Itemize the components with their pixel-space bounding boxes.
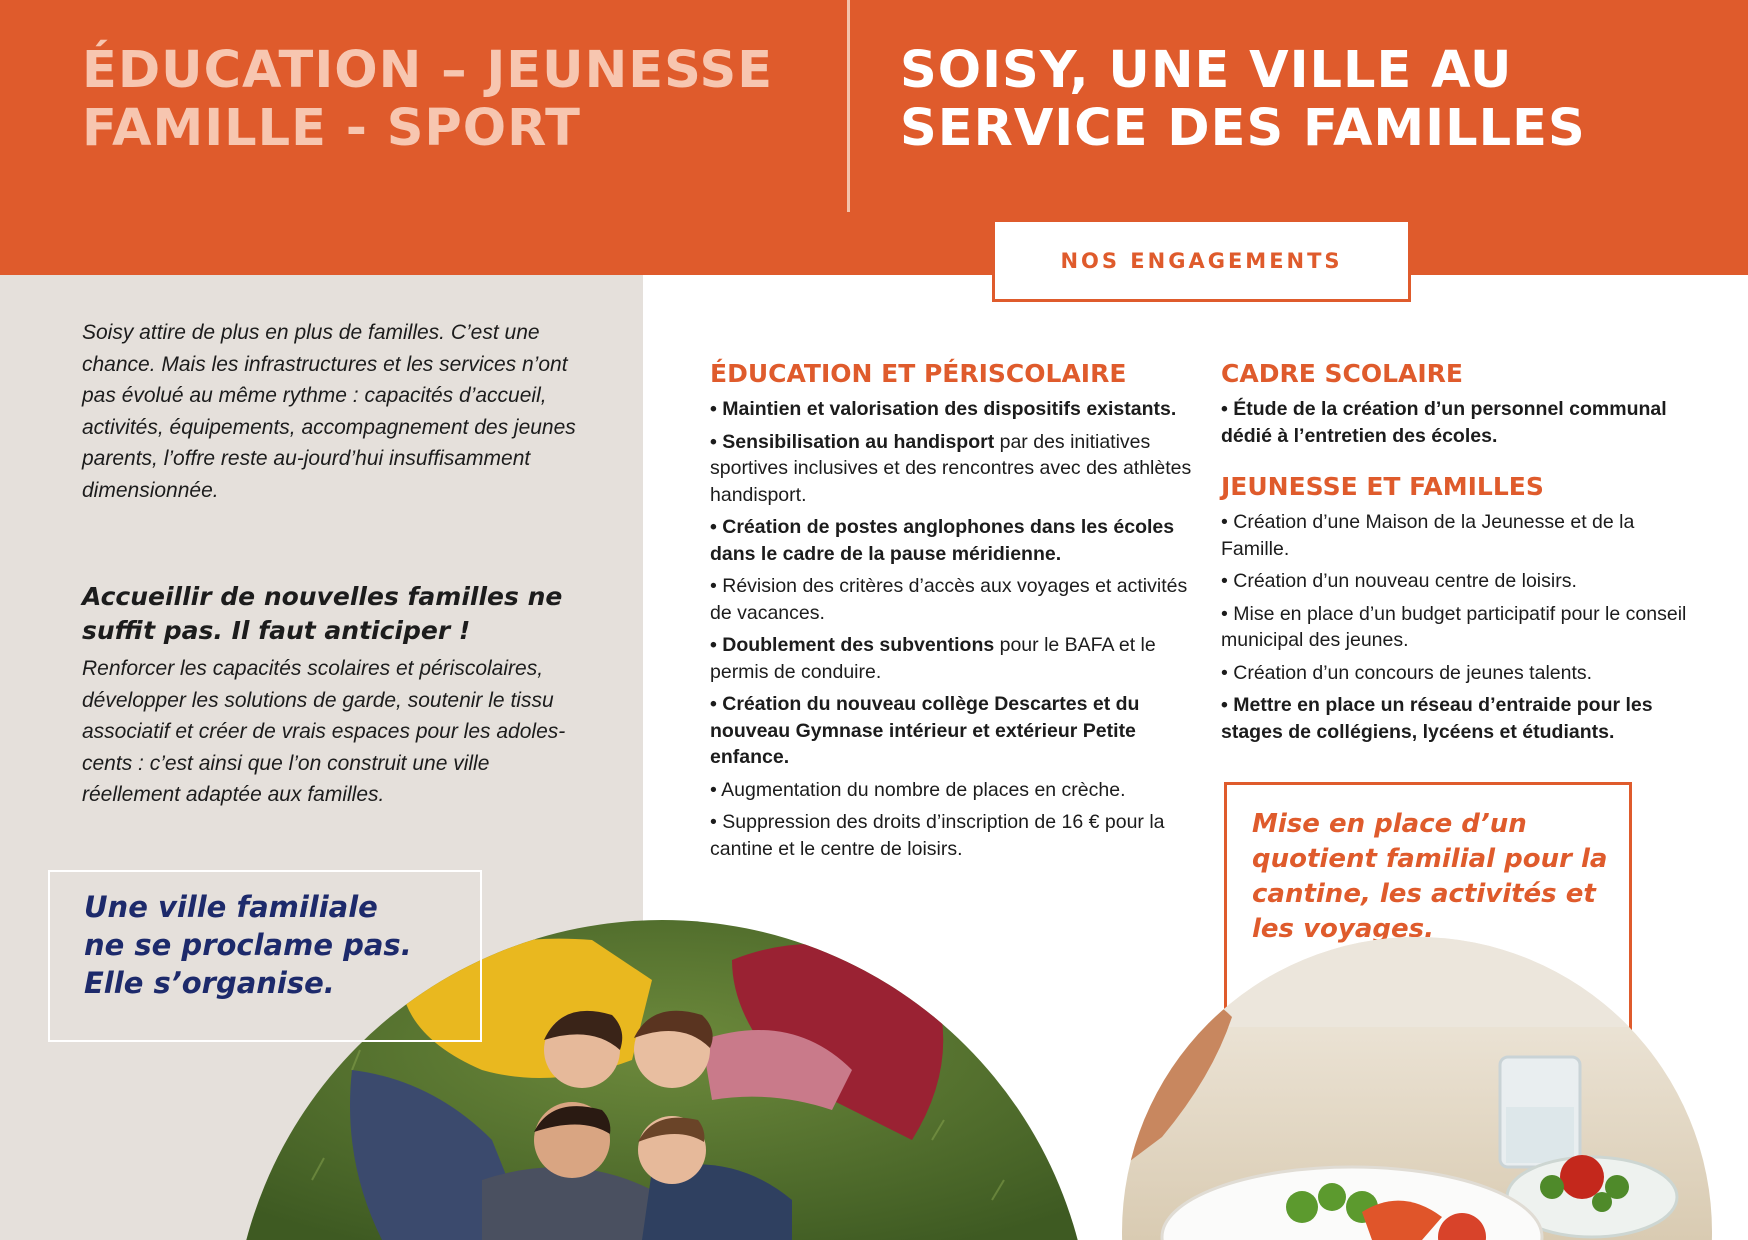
list-item xyxy=(710,514,1200,567)
list-item-bold: • Mettre en place un réseau d’entraide pour les stages de collégiens, lycéens et étudiants. xyxy=(1221,694,1653,743)
list-item-text: • Création d’un nouveau centre de loisirs. xyxy=(1221,570,1577,592)
list-item xyxy=(1221,692,1701,745)
list-item xyxy=(1221,509,1701,562)
list-item-text: • Création d’une Maison de la Jeunesse et de la Famille. xyxy=(1221,511,1635,560)
engagements-banner xyxy=(992,219,1411,302)
education-list xyxy=(710,396,1200,862)
quote-line1: Une ville familiale xyxy=(84,890,378,924)
list-item-text: par des initiatives sportives inclusives et des rencontres avec des athlètes handisport. xyxy=(710,430,1192,506)
call-body: Renforcer les capacités scolaires et périscolaires, développer les solutions de garde, soutenir le tissu associatif et créer de vrais espaces pour les adoles-cents : c’est ainsi que l’on construit une ville réellement adaptée aux familles. xyxy=(82,657,566,806)
list-item xyxy=(710,809,1200,862)
headline-line2: SERVICE DES FAMILLES xyxy=(900,99,1586,158)
section-title-line1: ÉDUCATION – JEUNESSE xyxy=(82,41,774,100)
education-section xyxy=(710,358,1200,868)
list-item-bold: • Sensibilisation au handisport xyxy=(710,430,995,453)
quote-line2: ne se proclame pas. xyxy=(84,928,412,962)
list-item-text: • Création d’un concours de jeunes talents. xyxy=(1221,661,1593,684)
list-item-bold: • Création du nouveau collège Descartes et du nouveau Gymnase intérieur et extérieur Petite enfance. xyxy=(710,693,1140,768)
list-item xyxy=(1221,396,1701,449)
header-divider xyxy=(847,0,850,212)
list-item xyxy=(710,777,1200,804)
list-item-bold: • Étude de la création d’un personnel communal dédié à l’entretien des écoles. xyxy=(1221,398,1667,447)
list-item xyxy=(710,691,1200,771)
engagements-label: NOS ENGAGEMENTS xyxy=(1060,248,1343,273)
list-item xyxy=(710,573,1200,626)
right-column xyxy=(1221,358,1701,751)
cadre-heading: CADRE SCOLAIRE xyxy=(1221,359,1463,388)
list-item-bold: • Doublement des subventions xyxy=(710,634,995,656)
list-item-text: • Révision des critères d’accès aux voyages et activités de vacances. xyxy=(710,575,1188,624)
quotient-text: Mise en place d’un quotient familial pour la cantine, les activités et les voyages. xyxy=(1252,809,1608,944)
list-item-text: • Suppression des droits d’inscription de 16 € pour la cantine et le centre de loisirs. xyxy=(710,811,1165,860)
list-item xyxy=(1221,660,1701,687)
list-item-bold: • Création de postes anglophones dans les écoles dans le cadre de la pause méridienne. xyxy=(710,516,1175,565)
quote-box xyxy=(48,870,482,1042)
section-title-line2: FAMILLE - SPORT xyxy=(82,99,581,158)
list-item xyxy=(710,632,1200,685)
call-heading: Accueillir de nouvelles familles ne suffit pas. Il faut anticiper ! xyxy=(82,582,563,645)
intro-paragraph: Soisy attire de plus en plus de familles. C’est une chance. Mais les infrastructures et les services n’ont pas évolué au même rythme : capacités d’accueil, activités, équipements, accompagnement des jeunes parents, l’offre reste au-jourd’hui insuffisamment dimensionnée. xyxy=(82,321,576,502)
list-item xyxy=(1221,601,1701,654)
cadre-list xyxy=(1221,396,1701,449)
headline-line1: SOISY, UNE VILLE AU xyxy=(900,41,1513,100)
meal-photo xyxy=(1122,937,1712,1240)
list-item xyxy=(710,429,1200,509)
jeunesse-heading: JEUNESSE ET FAMILLES xyxy=(1221,472,1544,501)
list-item xyxy=(1221,568,1701,595)
page-headline xyxy=(900,42,1720,158)
list-item xyxy=(710,396,1200,423)
list-item-text: • Augmentation du nombre de places en crèche. xyxy=(710,778,1126,801)
list-item-text: pour le BAFA et le permis de conduire. xyxy=(710,634,1156,683)
section-title xyxy=(82,42,822,158)
quote-text xyxy=(84,888,474,1002)
jeunesse-list xyxy=(1221,509,1701,745)
quote-line3: Elle s’organise. xyxy=(84,966,335,1000)
list-item-bold: • Maintien et valorisation des dispositifs existants. xyxy=(710,398,1177,420)
education-heading: ÉDUCATION ET PÉRISCOLAIRE xyxy=(710,359,1127,388)
list-item-text: • Mise en place d’un budget participatif pour le conseil municipal des jeunes. xyxy=(1221,602,1687,651)
